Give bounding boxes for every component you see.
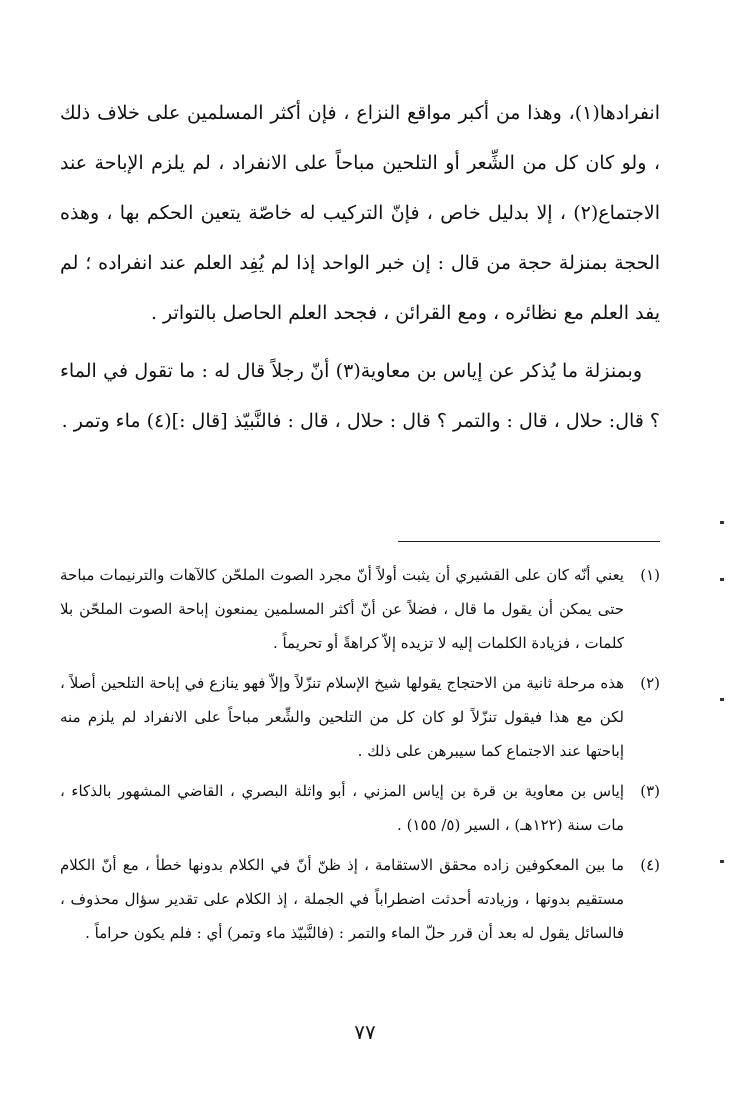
footnote — [60, 558, 660, 660]
scan-edge-mark — [720, 521, 724, 524]
footnotes — [60, 558, 660, 956]
scan-edge-mark — [720, 578, 724, 581]
main-paragraph: انفرادها(١)، وهذا من أكبر مواقع النزاع ، فإن أكثر المسلمين على خلاف ذلك ، ولو كان كل من الشِّعر أو التلحين مباحاً على الانفراد ، لم يلزم الإباحة عند الاجتماع(٢) ، إلا بدليل خاص ، فإنّ التركيب له خاصّة يتعين الحكم بها ، وهذه الحجة بمنزلة حجة من قال : إن خبر الواحد إذا لم يُفِد العلم عند انفراده ؛ لم يفد العلم مع نظائره ، ومع القرائن ، فجحد العلم الحاصل بالتواتر . — [60, 102, 660, 324]
footnote-text: يعني أنّه كان على القشيري أن يثبت أولاً أنّ مجرد الصوت الملحّن كالآهات والترنيمات مباحة حتى يمكن أن يقول ما قال ، فضلاً عن أنّ أكثر المسلمين يمنعون إباحة الصوت الملحّن بلا كلمات ، فزيادة الكلمات إليه لا تزيده إلاّ كراهةً أو تحريماً . — [60, 566, 624, 652]
footnote — [60, 774, 660, 842]
scan-edge-mark — [720, 860, 724, 863]
footnote-number: (٣) — [640, 782, 660, 800]
footnote-number: (١) — [640, 566, 660, 584]
footnote — [60, 666, 660, 768]
main-text — [60, 88, 660, 446]
footnote-separator — [398, 541, 660, 542]
footnote-number: (٤) — [640, 856, 660, 874]
footnote-text: إياس بن معاوية بن قرة بن إياس المزني ، أبو واثلة البصري ، القاضي المشهور بالذكاء ، مات سنة (١٢٢هـ) ، السير (٥/ ١٥٥) . — [60, 782, 624, 834]
footnote — [60, 848, 660, 950]
main-paragraph: وبمنزلة ما يُذكر عن إياس بن معاوية(٣) أنّ رجلاً قال له : ما تقول في الماء ؟ قال: حلال ، قال : والتمر ؟ قال : حلال ، قال : فالنَّبيّذ [قال :](٤) ماء وتمر . — [60, 360, 660, 432]
scan-edge-mark — [720, 698, 724, 701]
footnote-number: (٢) — [640, 674, 660, 692]
footnote-text: ما بين المعكوفين زاده محقق الاستقامة ، إذ ظنّ أنّ في الكلام بدونها خطأ ، مع أنّ الكلام مستقيم بدونها ، وزيادته أحدثت اضطراباً في الجملة ، إذ الكلام على تقدير سؤال محذوف ، فالسائل يقول له بعد أن قرر حلّ الماء والتمر : (فالنَّبيّذ ماء وتمر) أي : فلم يكون حراماً . — [60, 856, 624, 942]
footnote-text: هذه مرحلة ثانية من الاحتجاج يقولها شيخ الإسلام تنزّلاً وإلاّ فهو ينازع في إباحة التلحين أصلاً ، لكن مع هذا فيقول تنزّلاً لو كان كل من التلحين والشِّعر مباحاً على الانفراد لم يلزم منه إباحتها عند الاجتماع كما سيبرهن على ذلك . — [60, 674, 624, 760]
page-number: ٧٧ — [354, 1020, 376, 1044]
